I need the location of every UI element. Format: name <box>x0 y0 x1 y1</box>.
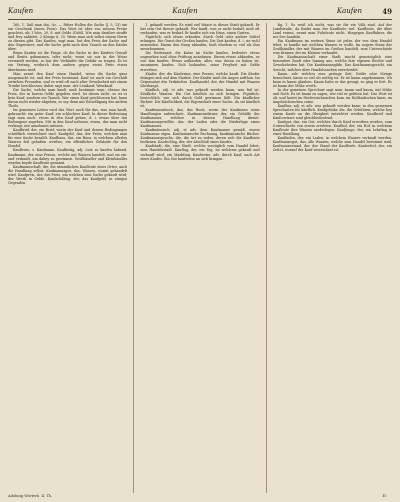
paragraph: Figürlich: sich etwas erkaufen, durch Geld oder andere Mittel erlangen. Die Gunst der Großen kaufen. Die Zeit kaufen, d. i. sie wohl anwenden. Einem den Rang ablaufen, hieß ehedem so viel als ihm zuvorkommen. <box>140 35 260 52</box>
column-middle <box>140 23 259 493</box>
paragraph: Kaufladen, der, ein Laden, in welchem Waaren verkauft werden. Kaufmannsgut, das, alle Waaren, welche zum Handel bestimmt sind. Kaufmannsstand, der, der Stand der Kaufleute. Kaufzettel, der, ein Zettel, worauf der Kauf verzeichnet ist. <box>272 136 392 153</box>
signature-line: Adelung Wörterb. II. Th. <box>8 494 53 498</box>
header-rule <box>8 19 392 20</box>
paragraph: Kaufmannsbuch, das, das Buch, worin der Kaufmann seine Handlungen aufzeichnet. Kaufmannsdiener, der, ein Gehülfe des Kaufmannes, welcher in dessen Handlung dienet. Kaufmannsgewölbe, das, der Laden oder die Niederlage eines Kaufmannes. <box>140 107 260 129</box>
paragraph: 1. gekauft werden. Es wird viel Waare in dieser Stadt gekauft. Er hat sein Gut theuer gekauft. Wer kauft, was er nicht bedarf, muß oft verkaufen, was er bedarf. Er kaufte sich ein Haus, einen Garten. <box>140 23 260 36</box>
column-divider <box>266 23 267 493</box>
paragraph: Ein Kaufmann im weitern Sinne ist jeder, der von dem Handel lebet, er handle mit welchen Waaren er wolle. Im engern Sinne der Großhändler, der mit Waaren im Großen handelt, zum Unterschiede vom Krämer, der im Kleinen verkaufet. <box>272 39 392 56</box>
paragraph: Kaum, adv. welches eine geringe Zeit, Größe oder Menge bezeichnet, kaum so viel als nöthig ist. Er ist kaum angekommen. Ich kann es kaum glauben. Kaum hatte er das gesagt, so ging er fort. Es ist kaum der Mühe werth. <box>272 71 392 88</box>
paragraph: In der gemeinen Sprechart sagt man: kaum und kaum, mit Mühe und Noth. Es ist kaum zu sagen, wie viel er gelitten hat. Das Wort ist alt, und lautet im Niedersächsischen kum, im Holländischen kuim, im Angelsächsischen cume. <box>272 87 392 104</box>
header-left-keyword: Kaufen <box>8 7 34 15</box>
paragraph: Die Kaufmannschaft einer Stadt macht gemeiniglich eine besondere Zunft oder Innung aus, welche ihre eigenen Rechte und Gewohnheiten hat. Die Kaufmannsgilde. Das Kaufmannsgericht, ein Gericht, welches über Handelssachen entscheidet. <box>272 55 392 72</box>
paragraph: 160, 1. Daß man ihn, &c. — Ritter Hollen die Sache (J. 5, 13) um ein Geschenk (einen Preis). Das Wort ist aber von seinem Preise geachtet, als 1 Mos. 20, 8. mit Gelde (Geld). Wie man darüber straffe und frey anbietet. 2 Könige 6, 25. Wenn man sich selbst einem Herrn zu dienen gibt. Das Kaufen, sagt man, hat den Preis der Sache und den Gegenwert, und die Sache geht nach dem Tausch an den Käufer über. <box>8 23 128 52</box>
paragraph: Die Sache, welche man kauft, muß bestimmt seyn; ebenso der Preis, der in barem Gelde gegeben wird. Ist dieses nicht, so ist es kein Kauf, sondern ein Tausch. Wer einen Kauf geschlossen hat, kann davon nicht wieder abgehen, es sey denn mit Einwilligung des andern Theils. <box>8 87 128 108</box>
header-center-keyword: Kaufen <box>172 7 198 15</box>
paragraph: Kaufgut, das, ein Gut, welches durch Kauf erworben worden, zum Unterschiede von einem ererbten. Kaufhof, der, ein Hof, in welchem Kaufleute ihre Waaren niederlegen. Kaufjunge, der, ein Lehrling in einer Handlung. <box>272 120 392 137</box>
column-divider <box>133 23 134 493</box>
header-right-keyword: Kaufen <box>336 7 362 15</box>
text-columns <box>8 23 392 493</box>
column-left <box>8 23 127 493</box>
paragraph: Im gemeinen Leben wird das Wort auch für das, was man kauft, gebraucht: ein guter Kauf, ein schlechter Kauf. In dieser Bedeutung sagt man auch: etwas in den Kauf geben, d. i. etwas über das Bedungene zugeben. Mit in den Kauf nehmen, etwas, das man nicht verlangt, mit annehmen müssen. <box>8 107 128 129</box>
paragraph: Die Redensart: die Katze im Sacke kaufen, bedeutet etwas ungesehen und ohne Prüfung annehmen. Einem etwas abkaufen, es von ihm kaufen. Etwas aufkaufen, alles, was davon zu haben ist, zusammen kaufen. Sich loskaufen, seine Freyheit mit Gelde erwerben. <box>140 51 260 72</box>
paragraph: Kaufbar, adj. et adv. was gekauft werden kann; in den gemeinen Sprecharten für käuflich. Kaufgebühr, die, die Gebühren, welche bey einem Kaufe an die Obrigkeit entrichtet werden. Kaufbrief und Kaufcontract sind gleichbedeutend. <box>272 103 392 121</box>
paragraph: Kaufstadt, die, eine Stadt, welche vorzüglich vom Handel lebet; eine Handelsstadt. Kauftag, der, ein Tag, an welchem gekauft und verkauft wird; ein Markttag. Kaufweise, adv. durch Kauf, nach Art eines Kaufes. Ein Gut kaufweise an sich bringen. <box>140 144 260 161</box>
running-header <box>8 5 392 17</box>
paragraph: Kaufbrief, der, ein Brief, worin der Kauf und dessen Bedingungen schriftlich verzeichnet sind. Kaufgeld, das, der Preis, welchen man für eine Sache bezahlt. Kaufhaus, das, ein Haus, in welchem allerley Waaren feil gehalten werden; ein öffentliches Gebäude für den Handel. <box>8 128 128 149</box>
paragraph: Käuflich, adj. et adv. was gekauft werden kann, was feil ist. Käufliche Waaren. Ein Gut käuflich an sich bringen. Figürlich: bestechlich, wer sich durch Geld gewinnen läßt. Ein käuflicher Richter. Die Käuflichkeit, die Eigenschaft einer Sache, da sie käuflich ist. <box>140 87 260 108</box>
paragraph: Beym Kaufen ist die Frage, ob die Sache in des Käufers Gewalt und Besitz gekommen, oder nicht; wenn sie nur in der Weise verwandt werden, so hat der Verkäufer die Gefahr zu tragen. Es ist ein Vertrag, wodurch dem andern gegen einen Preis etwas überlassen wird. <box>8 51 128 72</box>
sheet-signature: D <box>382 493 386 498</box>
paragraph: Kaufmännisch, adj. et adv. dem Kaufmanne gemäß, einem Kaufmanne eigen. Kaufmännische Rechnung, kaufmännische Bücher. Kaufmannssprache, die, die Art zu reden, deren sich die Kaufleute bedienen. Kaufschlag, der, der Abschluß eines Kaufes. <box>140 128 260 145</box>
column-right <box>273 23 392 493</box>
paragraph: Kaufleute, s. Kaufmann. Kauflustig, adj. Lust zu kaufen habend. Kaufmann, der, eine Person, welche mit Waaren handelt, und sie ein- und verkauft, um dabey zu gewinnen. Großhändler und Kleinhändler werden beyde Kaufleute genannt. <box>8 148 128 165</box>
paragraph: fig. 1. So weiß ich nicht, was sie für ein Volk sind. Auf der Landstraße, da findet man der Kaufleute viel. Kaufleute, die über Land reisen, nennt man Fuhrleute nicht. Hingegen Kauffahrer, die zur See handeln. <box>272 23 392 40</box>
paragraph: Man nennt den Kauf einen Handel, wenn die Sache ganz ausgemacht ist, und der Preis bestimmt. Kauf ist auch ein Geschäft zwischen Freunden, und es wird oft nach alter Gewohnheit mit einem Trunke beschlossen; daher sagt man: der Leinkauf, Weinkauf. <box>8 71 128 88</box>
paragraph: Käufer, der, die Käuferinn, eine Person, welche kauft. Die Käufer drängen sich auf dem Markte. Der Käufer muß die Augen aufthun. Im Gegensatze des Verkäufers. Kaufhandel, der, der Handel mit Waaren überhaupt. <box>140 71 260 88</box>
page-number: 49 <box>382 6 392 16</box>
paragraph: Kaufmannschaft, die, die sämmtlichen Kaufleute eines Ortes; auch die Handlung selbst. Kaufmannsgut, das, Waaren, womit gehandelt wird. Kaufpreis, der, der Preis, um welchen eine Sache gekauft wird; der Werth in Gelde. Kaufschilling, der, das Kaufgeld, in einigen Gegenden. <box>8 164 128 185</box>
